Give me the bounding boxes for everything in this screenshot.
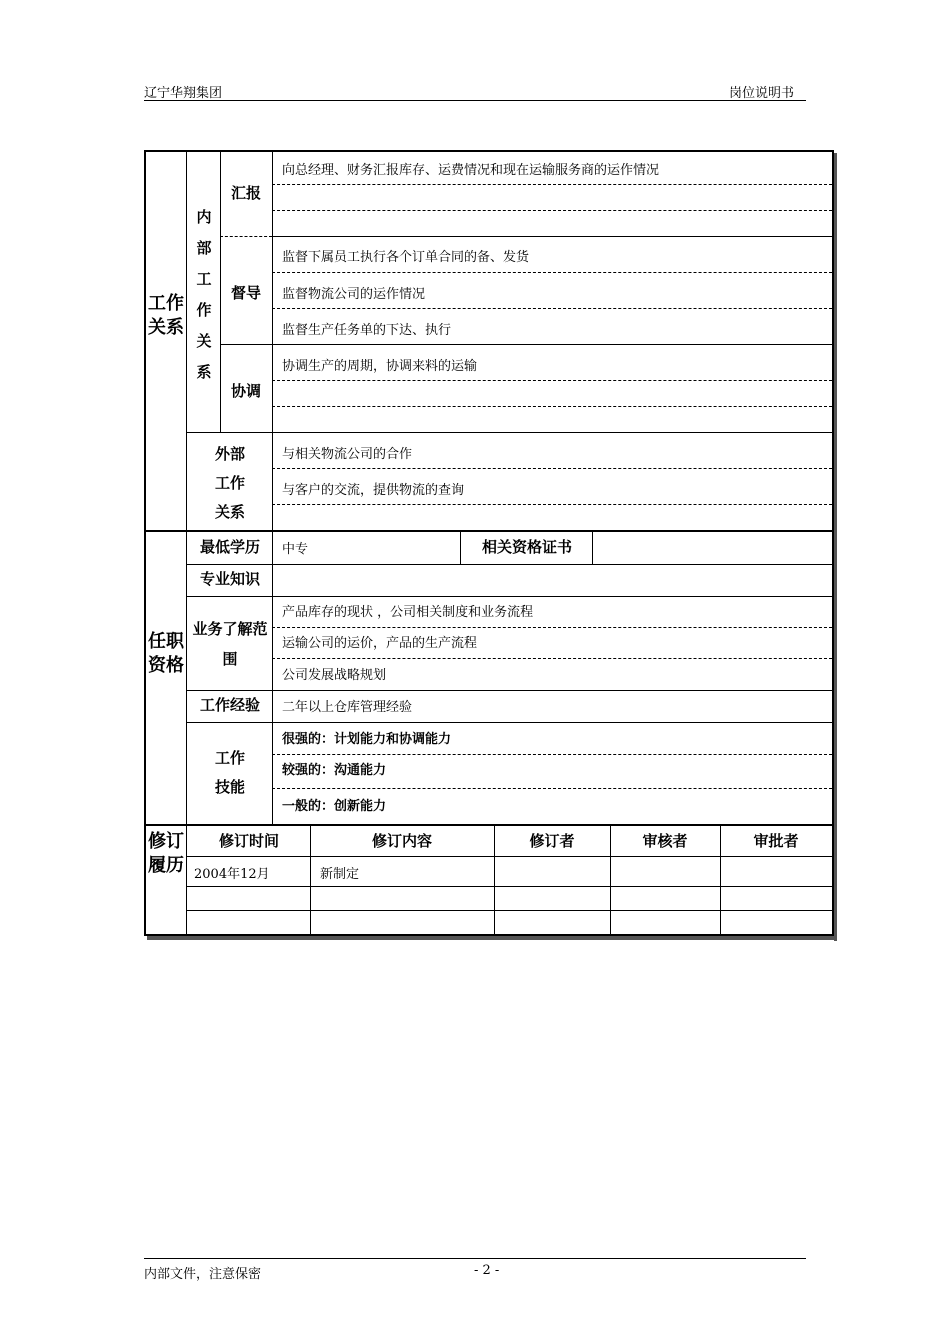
revision-column-header: 修订者 bbox=[529, 832, 575, 850]
supervise-item: 监督物流公司的运作情况 bbox=[282, 287, 426, 302]
knowledge-label: 专业知识 bbox=[199, 570, 260, 588]
job-description-table bbox=[144, 150, 834, 936]
skills-label bbox=[188, 744, 272, 802]
divider bbox=[272, 627, 832, 628]
section-divider bbox=[146, 824, 832, 826]
experience-value: 二年以上仓库管理经验 bbox=[282, 700, 413, 715]
divider bbox=[186, 532, 187, 824]
business-item: 产品库存的现状 ，公司相关制度和业务流程 bbox=[282, 605, 534, 620]
page-header bbox=[144, 82, 806, 101]
page-number: - 2 - bbox=[474, 1263, 500, 1278]
divider bbox=[610, 826, 611, 934]
divider bbox=[186, 596, 832, 597]
divider bbox=[272, 754, 832, 755]
relations-section-title bbox=[146, 292, 186, 340]
external-item: 与相关物流公司的合作 bbox=[282, 447, 413, 462]
skill-item: 一般的：创新能力 bbox=[282, 799, 387, 814]
divider bbox=[272, 152, 273, 530]
coordinate-label: 协调 bbox=[230, 382, 261, 400]
revision-column-header: 审批者 bbox=[753, 832, 799, 850]
external-relations-label bbox=[188, 440, 272, 527]
divider bbox=[186, 152, 187, 530]
section-divider bbox=[146, 530, 832, 532]
document-type: 岗位说明书 bbox=[728, 86, 794, 101]
divider bbox=[220, 236, 272, 237]
divider bbox=[272, 658, 832, 659]
internal-relations-title-text: 内部工作关系 bbox=[196, 208, 212, 381]
divider bbox=[220, 152, 221, 432]
divider bbox=[310, 826, 311, 934]
divider bbox=[272, 504, 832, 505]
business-item: 运输公司的运价，产品的生产流程 bbox=[282, 636, 478, 651]
divider bbox=[272, 788, 832, 789]
supervise-item: 监督下属员工执行各个订单合同的备、发货 bbox=[282, 250, 530, 265]
experience-label: 工作经验 bbox=[199, 696, 260, 714]
divider bbox=[272, 308, 832, 309]
divider bbox=[720, 826, 721, 934]
external-item: 与客户的交流，提供物流的查询 bbox=[282, 483, 465, 498]
certificate-label: 相关资格证书 bbox=[481, 538, 572, 556]
revision-cell-date: 2004年12月 bbox=[194, 867, 270, 882]
divider bbox=[186, 432, 832, 433]
external-relations-label-text: 外部工作关系 bbox=[214, 445, 245, 521]
table-shadow-bottom bbox=[147, 936, 837, 940]
qualification-section-title bbox=[146, 630, 186, 678]
divider bbox=[186, 564, 832, 565]
coordinate-item: 协调生产的周期，协调来料的运输 bbox=[282, 359, 478, 374]
divider bbox=[272, 272, 832, 273]
company-name: 辽宁华翔集团 bbox=[144, 86, 223, 101]
divider bbox=[220, 344, 832, 345]
relations-section-title-text: 工作关系 bbox=[148, 293, 184, 338]
divider bbox=[272, 184, 832, 185]
divider bbox=[186, 910, 832, 911]
divider bbox=[272, 406, 832, 407]
education-value: 中专 bbox=[282, 542, 309, 557]
table-shadow-right bbox=[834, 153, 837, 941]
supervise-item: 监督生产任务单的下达、执行 bbox=[282, 323, 452, 338]
divider bbox=[186, 722, 832, 723]
business-item: 公司发展战略规划 bbox=[282, 668, 387, 683]
revision-column-header: 修订时间 bbox=[218, 832, 279, 850]
education-label: 最低学历 bbox=[199, 538, 260, 556]
internal-relations-title bbox=[188, 202, 220, 388]
skill-item: 很强的：计划能力和协调能力 bbox=[282, 732, 452, 747]
revision-column-header: 审核者 bbox=[642, 832, 688, 850]
divider bbox=[272, 532, 273, 824]
qualification-section-title-text: 任职资格 bbox=[148, 631, 184, 676]
revision-section-title bbox=[146, 830, 186, 878]
divider bbox=[186, 886, 832, 887]
skill-item: 较强的：沟通能力 bbox=[282, 763, 387, 778]
divider bbox=[494, 826, 495, 934]
skills-label-text: 工作技能 bbox=[214, 749, 245, 796]
divider bbox=[272, 468, 832, 469]
page-footer bbox=[144, 1258, 806, 1281]
supervise-label: 督导 bbox=[230, 284, 261, 302]
divider bbox=[460, 532, 461, 564]
divider bbox=[186, 826, 187, 934]
report-label: 汇报 bbox=[230, 184, 261, 202]
divider bbox=[186, 856, 832, 857]
revision-section-title-text: 修订履历 bbox=[148, 831, 184, 876]
business-scope-label: 业务了解范围 bbox=[192, 620, 268, 668]
divider bbox=[272, 210, 832, 211]
revision-cell-content: 新制定 bbox=[320, 867, 360, 882]
report-item: 向总经理、财务汇报库存、运费情况和现在运输服务商的运作情况 bbox=[282, 163, 660, 178]
revision-column-header: 修订内容 bbox=[371, 832, 432, 850]
divider bbox=[186, 690, 832, 691]
confidential-note: 内部文件，注意保密 bbox=[144, 1267, 262, 1282]
divider bbox=[272, 236, 832, 237]
divider bbox=[272, 380, 832, 381]
divider bbox=[592, 532, 593, 564]
